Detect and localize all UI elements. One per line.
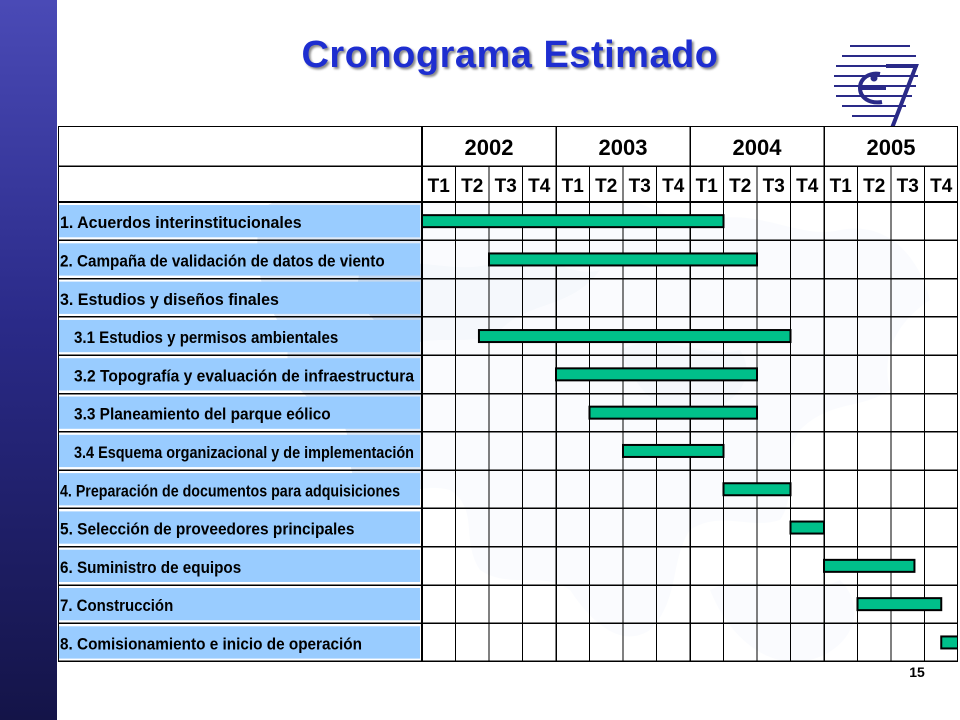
page-number: 15 (909, 664, 925, 680)
year-header: 2004 (732, 135, 782, 160)
task-bar (479, 330, 791, 342)
task-label: 3.4 Esquema organizacional y de implementación (74, 442, 414, 462)
year-header: 2005 (866, 135, 916, 160)
task-label: 3.1 Estudios y permisos ambientales (74, 328, 339, 348)
task-label: 2. Campaña de validación de datos de viento (60, 251, 385, 271)
quarter-header: T2 (595, 176, 618, 197)
task-bar (623, 445, 724, 457)
task-bar (556, 368, 757, 380)
year-header: 2003 (598, 135, 648, 160)
quarter-header: T4 (528, 176, 551, 197)
task-bar (941, 636, 958, 648)
quarter-header: T3 (494, 176, 517, 197)
slide-sidebar (0, 0, 57, 720)
quarter-header: T2 (729, 176, 752, 197)
quarter-header: T2 (461, 176, 484, 197)
quarter-header: T3 (628, 176, 651, 197)
quarter-header: T3 (896, 176, 919, 197)
quarter-header: T1 (695, 176, 718, 197)
task-label: 3. Estudios y diseños finales (60, 289, 279, 309)
quarter-header: T4 (930, 176, 953, 197)
task-label: 3.2 Topografía y evaluación de infraestructura (74, 366, 415, 386)
task-bar (489, 253, 757, 265)
quarter-header: T4 (796, 176, 819, 197)
quarter-header: T1 (427, 176, 450, 197)
task-bar (724, 483, 791, 495)
gantt-chart (58, 126, 958, 662)
slide-title: Cronograma Estimado (301, 34, 719, 76)
e7-logo-icon (830, 36, 926, 132)
quarter-header: T2 (863, 176, 886, 197)
task-label: 5. Selección de proveedores principales (60, 519, 355, 539)
task-label: 1. Acuerdos interinstitucionales (60, 213, 302, 233)
task-bar (824, 560, 914, 572)
quarter-header: T1 (561, 176, 584, 197)
task-label: 4. Preparación de documentos para adquisiciones (60, 481, 400, 501)
task-label: 6. Suministro de equipos (60, 557, 242, 577)
task-bar (791, 522, 825, 534)
task-bar (858, 598, 942, 610)
task-label: 7. Construcción (60, 596, 174, 616)
year-header: 2002 (464, 135, 514, 160)
quarter-header: T1 (829, 176, 852, 197)
quarter-header: T4 (662, 176, 685, 197)
quarter-header: T3 (762, 176, 785, 197)
task-bar (422, 215, 724, 227)
task-bar (590, 407, 758, 419)
task-label: 8. Comisionamiento e inicio de operación (60, 634, 362, 654)
task-label: 3.3 Planeamiento del parque eólico (74, 404, 331, 424)
